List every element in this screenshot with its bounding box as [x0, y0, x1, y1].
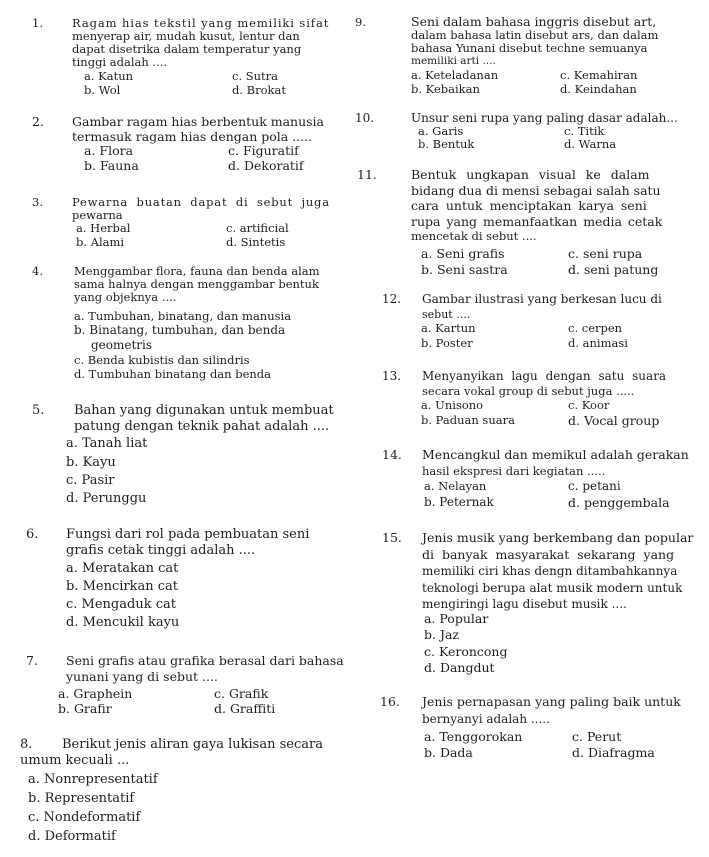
question-13 [382, 369, 666, 399]
question-stem: 14. Mencangkul dan memikul adalah gerakan hasil ekspresi dari kegiatan ..... [382, 447, 689, 478]
option-c: c. Koor [568, 398, 610, 412]
option-c: c. seni rupa [568, 246, 643, 261]
question-number: 8. [20, 737, 33, 752]
option-c: c. petani [568, 479, 621, 493]
option-a: a. Flora [84, 143, 134, 158]
option-a: a. Graphein [58, 686, 133, 701]
option-a: a. Nonrepresentatif [28, 772, 158, 787]
option-d: d. animasi [568, 336, 628, 350]
question-8 [20, 737, 323, 769]
option-c: c. Sutra [232, 69, 279, 83]
option-a: a. Tanah liat [66, 436, 148, 451]
option-c: c. Mengaduk cat [66, 597, 176, 612]
question-number: 14. [382, 447, 402, 462]
option-d: d. Keindahan [560, 82, 637, 96]
question-number: 1. [32, 16, 43, 30]
question-16 [380, 694, 681, 727]
option-a: a. Katun [84, 69, 134, 83]
option-c: c. cerpen [568, 321, 623, 335]
option-a: a. Nelayan [424, 479, 487, 493]
option-a: a. Keteladanan [411, 68, 499, 82]
question-7 [26, 653, 344, 685]
option-d: d. Vocal group [568, 413, 660, 428]
option-d: d. Diafragma [572, 745, 655, 760]
question-stem: 2. Gambar ragam hias berbentuk manusia termasuk ragam hias dengan pola ..... [32, 114, 325, 144]
question-1 [32, 17, 329, 69]
question-15 [382, 530, 693, 613]
option-c: c. Titik [564, 124, 605, 138]
option-c: c. Nondeformatif [28, 810, 141, 825]
question-stem: 5. Bahan yang digunakan untuk membuat patung dengan teknik pahat adalah .... [32, 403, 334, 434]
option-d: d. Perunggu [66, 491, 147, 506]
option-c: c. Figuratif [228, 143, 299, 158]
question-number: 7. [26, 653, 38, 668]
question-4 [32, 265, 320, 304]
option-d: d. Brokat [232, 83, 286, 97]
question-stem: 15. Jenis musik yang berkembang dan popular di banyak masyarakat sekarang yang memiliki ciri khas dengn ditambahkannya teknologi berupa alat musik modern untuk mengiringi lagu disebut musik .... [382, 530, 694, 611]
option-b: b. Jaz [424, 627, 459, 642]
question-2 [32, 114, 324, 144]
question-9 [355, 15, 658, 68]
option-a: a. Herbal [76, 221, 131, 235]
option-c: c. Grafik [214, 686, 269, 701]
question-stem: 3. Pewarna buatan dapat di sebut juga pewarna [32, 195, 330, 222]
option-c: c. artificial [226, 221, 289, 235]
option-b: b. Bentuk [418, 137, 475, 151]
option-d: d. Sintetis [226, 235, 286, 249]
option-b: b. Grafir [58, 701, 112, 716]
option-a: a. Garis [418, 124, 464, 138]
question-number: 3. [32, 195, 43, 209]
option-d: d. Deformatif [28, 829, 116, 844]
option-c: c. Perut [572, 729, 622, 744]
question-number: 4. [32, 264, 43, 278]
option-b: b. Dada [424, 745, 473, 760]
option-a: a. Tenggorokan [424, 729, 523, 744]
question-number: 6. [26, 527, 39, 542]
question-5 [32, 403, 334, 435]
question-6 [26, 527, 309, 559]
question-stem: 7. Seni grafis atau grafika berasal dari bahasa yunani yang di sebut .... [26, 653, 344, 684]
question-3 [32, 196, 330, 222]
option-b: b. Kayu [66, 455, 116, 470]
question-stem: 6. Fungsi dari rol pada pembuatan seni grafis cetak tinggi adalah .... [26, 527, 310, 558]
question-stem: 10. Unsur seni rupa yang paling dasar adalah... [355, 111, 678, 125]
option-b: b. Fauna [84, 158, 139, 173]
question-stem: 8. Berikut jenis aliran gaya lukisan secara umum kecuali ... [20, 737, 323, 768]
option-a: a. Tumbuhan, binatang, dan manusia [74, 309, 292, 323]
option-b: b. Poster [421, 336, 473, 350]
option-b: b. Paduan suara [421, 413, 515, 427]
option-b: b. Mencirkan cat [66, 579, 179, 594]
option-c: c. Pasir [66, 473, 115, 488]
option-d: d. Tumbuhan binatang dan benda [74, 367, 272, 381]
question-stem: 9. Seni dalam bahasa inggris disebut art, dalam bahasa latin disebut ars, dan dalam bahasa Yunani disebut techne semuanya memiliki arti .... [355, 14, 659, 67]
option-a: a. Unisono [421, 398, 484, 412]
option-d: d. Graffiti [214, 701, 276, 716]
question-stem: 4. Menggambar flora, fauna dan benda alam sama halnya dengan menggambar bentuk yang objeknya .... [32, 264, 320, 304]
question-stem: 16. Jenis pernapasan yang paling baik untuk bernyanyi adalah ..... [380, 694, 681, 726]
option-b: b. Alami [76, 235, 125, 249]
option-c: c. Benda kubistis dan silindris [74, 353, 250, 367]
option-d: d. seni patung [568, 262, 659, 277]
question-10 [355, 112, 678, 125]
option-b: b. Representatif [28, 791, 135, 806]
question-number: 13. [382, 369, 402, 383]
question-stem: 13. Menyanyikan lagu dengan satu suara secara vokal group di sebut juga ..... [382, 369, 667, 398]
option-b: b. Seni sastra [421, 262, 508, 277]
option-c: c. Kemahiran [560, 68, 638, 82]
question-number: 15. [382, 530, 402, 545]
option-d: d. Dekoratif [228, 158, 304, 173]
option-d: d. Warna [564, 137, 617, 151]
question-11 [357, 167, 662, 245]
question-stem: 11. Bentuk ungkapan visual ke dalam bidang dua di mensi sebagai salah satu cara untuk menciptakan karya seni rupa yang memanfaatkan media cetak mencetak di sebut .... [357, 167, 663, 243]
question-14 [382, 447, 689, 479]
option-a: a. Meratakan cat [66, 561, 179, 576]
question-stem: 12. Gambar ilustrasi yang berkesan lucu di sebut .... [382, 292, 662, 321]
option-b: b. Binatang, tumbuhan, dan benda [74, 323, 286, 337]
question-number: 2. [32, 114, 44, 129]
question-number: 12. [382, 292, 402, 306]
option-b-continued: geometris [91, 338, 153, 352]
question-12 [382, 292, 662, 322]
option-b: b. Kebaikan [411, 82, 480, 96]
option-b: b. Wol [84, 83, 121, 97]
question-number: 5. [32, 403, 45, 418]
option-d: d. Dangdut [424, 660, 495, 675]
question-stem: 1. Ragam hias tekstil yang memiliki sifat menyerap air, mudah kusut, lentur dan dapat disetrika dalam temperatur yang tinggi adalah .... [32, 16, 330, 69]
question-number: 10. [355, 111, 375, 125]
option-d: d. Mencukil kayu [66, 615, 180, 630]
option-c: c. Keroncong [424, 644, 508, 659]
option-a: a. Kartun [421, 321, 476, 335]
question-number: 9. [355, 15, 366, 29]
option-d: d. penggembala [568, 495, 670, 510]
option-a: a. Popular [424, 611, 489, 626]
option-b: b. Peternak [424, 495, 494, 509]
question-number: 11. [357, 167, 377, 182]
option-a: a. Seni grafis [421, 246, 505, 261]
question-number: 16. [380, 694, 400, 709]
